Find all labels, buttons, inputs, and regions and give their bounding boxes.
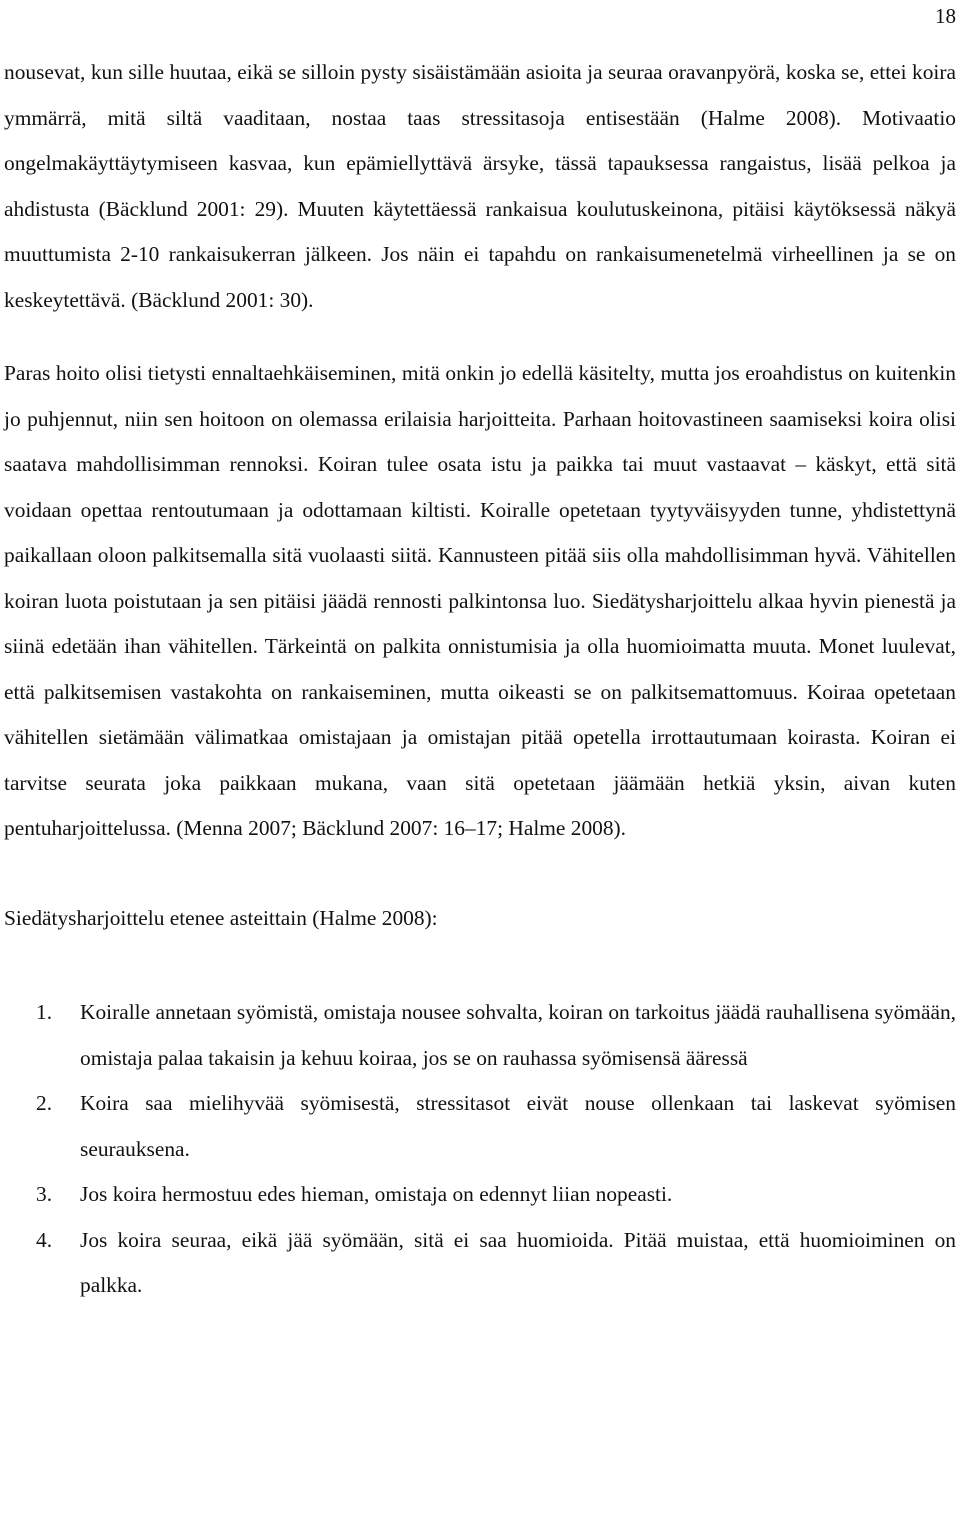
paragraph-punishment: nousevat, kun sille huutaa, eikä se silloin pysty sisäistämään asioita ja seuraa oravanpyörä, koska se, ettei koira ymmärrä, mitä siltä vaaditaan, nostaa taas stressitasoja entisestään (Halme 2008). Motivaatio ongelmakäyttäytymiseen kasvaa, kun epämiellyttävä ärsyke, tässä tapauksessa rangaistus, lisää pelkoa ja ahdistusta (Bäcklund 2001: 29). Muuten käytettäessä rankaisua koulutuskeinona, pitäisi käytöksessä näkyä muuttumista 2-10 rankaisukerran jälkeen. Jos näin ei tapahdu on rankaisumenetelmä virheellinen ja se on keskeytettävä. (Bäcklund 2001: 30). xyxy=(4,60,956,312)
list-item xyxy=(4,1172,956,1218)
steps-intro: Siedätysharjoittelu etenee asteittain (Halme 2008): xyxy=(4,905,438,930)
list-item-text: Koiralle annetaan syömistä, omistaja nousee sohvalta, koiran on tarkoitus jäädä rauhallisena syömään, omistaja palaa takaisin ja kehuu koiraa, jos se on rauhassa syömisensä ääressä xyxy=(80,1000,956,1070)
list-item-number: 4. xyxy=(36,1227,53,1252)
list-item-text: Jos koira seuraa, eikä jää syömään, sitä ei saa huomioida. Pitää muistaa, että huomioiminen on palkka. xyxy=(80,1227,956,1297)
list-item-number: 3. xyxy=(36,1182,53,1206)
list-item-text: Jos koira hermostuu edes hieman, omistaja on edennyt liian nopeasti. xyxy=(80,1182,673,1206)
list-item-number: 2. xyxy=(36,1091,53,1115)
list-item-number: 1. xyxy=(36,1000,53,1024)
list-item xyxy=(4,1081,956,1172)
list-item xyxy=(4,990,956,1081)
page-number: 18 xyxy=(935,4,956,28)
desensitization-steps-list xyxy=(4,990,956,1309)
paragraph-treatment: Paras hoito olisi tietysti ennaltaehkäiseminen, mitä onkin jo edellä käsitelty, mutta jos eroahdistus on kuitenkin jo puhjennut, niin sen hoitoon on olemassa erilaisia harjoitteita. Parhaan hoitovastineen saamiseksi koira olisi saatava mahdollisimman rennoksi. Koiran tulee osata istu ja paikka tai muut vastaavat – käskyt, että sitä voidaan opettaa rentoutumaan ja odottamaan kiltisti. Koiralle opetetaan tyytyväisyyden tunne, yhdistettynä paikallaan oloon palkitsemalla sitä vuolaasti siitä. Kannusteen pitää siis olla mahdollisimman hyvä. Vähitellen koiran luota poistutaan ja sen pitäisi jäädä rennosti palkintonsa luo. Siedätysharjoittelu alkaa hyvin pienestä ja siinä edetään ihan vähitellen. Tärkeintä on palkita onnistumisia ja olla huomioimatta muuta. Monet luulevat, että palkitsemisen vastakohta on rankaiseminen, mutta oikeasti se on palkitsemattomuus. Koiraa opetetaan vähitellen sietämään välimatkaa omistajaan ja omistajan pitää opetella irrottautumaan koirasta. Koiran ei tarvitse seurata joka paikkaan mukana, vaan sitä opetetaan jäämään hetkiä yksin, aivan kuten pentuharjoittelussa. (Menna 2007; Bäcklund 2007: 16–17; Halme 2008). xyxy=(4,361,956,840)
document-body xyxy=(4,50,956,1309)
list-item xyxy=(4,1218,956,1309)
list-item-text: Koira saa mielihyvää syömisestä, stressitasot eivät nouse ollenkaan tai laskevat syömisen seurauksena. xyxy=(80,1091,956,1161)
